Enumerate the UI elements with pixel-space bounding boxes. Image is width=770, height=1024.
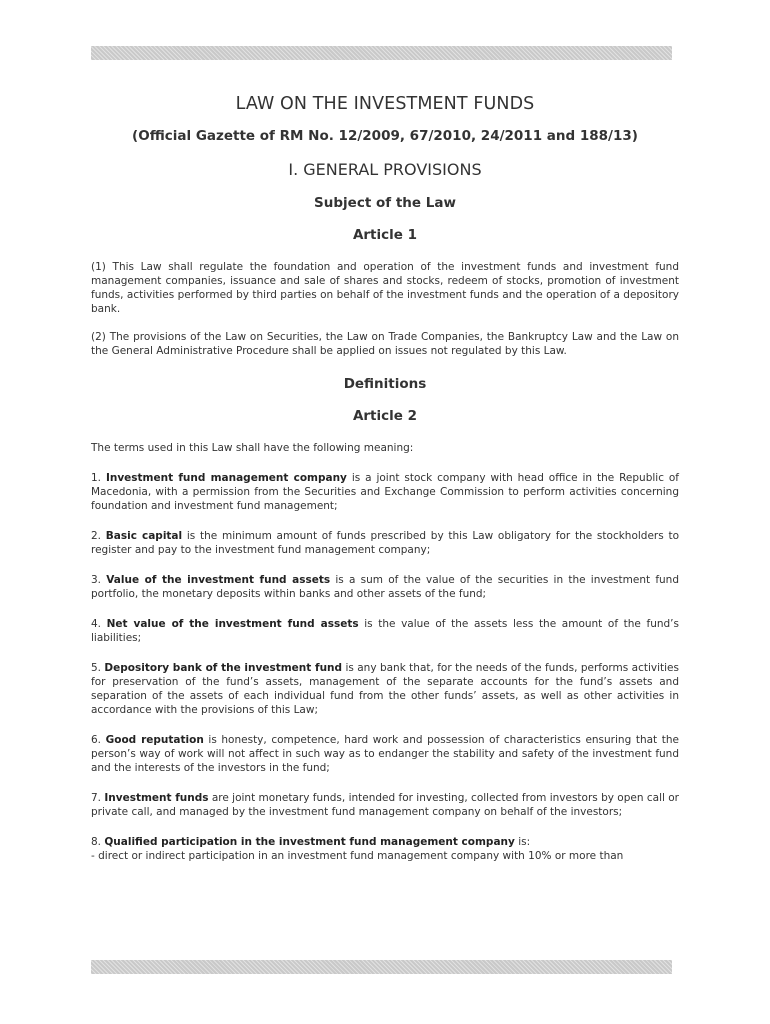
definition-text: is the minimum amount of funds prescribed by this Law obligatory for the stockholders to register and pay to the investment fund management company; xyxy=(91,530,679,556)
article-1-paragraph-2: (2) The provisions of the Law on Securities, the Law on Trade Companies, the Bankruptcy Law and the Law on the General Administrative Procedure shall be applied on issues not regulated by this Law. xyxy=(91,331,679,357)
definition-term: Investment funds xyxy=(104,792,209,804)
definition-number: 3. xyxy=(91,574,107,586)
definition-term: Value of the investment fund assets xyxy=(106,574,331,586)
definition-number: 7. xyxy=(91,792,105,804)
definition-item xyxy=(91,835,679,863)
gazette-reference: (Official Gazette of RM No. 12/2009, 67/2010, 24/2011 and 188/13) xyxy=(132,128,638,144)
definition-item xyxy=(91,529,679,557)
definition-text: are joint monetary funds, intended for investing, collected from investors by open call or private call, and managed by the investment fund management company on behalf of the investors; xyxy=(91,792,679,818)
document-body xyxy=(91,94,679,863)
definition-text: is a sum of the value of the securities in the investment fund portfolio, the monetary deposits within banks and other assets of the fund; xyxy=(91,574,679,600)
chapter-heading: I. GENERAL PROVISIONS xyxy=(288,160,482,179)
definition-number: 1. xyxy=(91,472,106,484)
definition-term: Good reputation xyxy=(105,734,204,746)
definition-term: Qualified participation in the investment fund management company xyxy=(104,836,515,848)
definition-item xyxy=(91,661,679,717)
header-decorative-band xyxy=(91,46,672,60)
article-2-heading: Article 2 xyxy=(352,408,418,424)
definition-term: Depository bank of the investment fund xyxy=(104,662,343,674)
article-1-paragraph-1: (1) This Law shall regulate the foundation and operation of the investment funds and investment fund management companies, issuance and sale of shares and stocks, redeem of stocks, promotion of investment funds, activities performed by third parties on behalf of the investment funds and the operation of a depository bank. xyxy=(91,261,679,315)
section-heading-definitions: Definitions xyxy=(343,376,427,392)
definition-text: is the value of the assets less the amount of the fund’s liabilities; xyxy=(91,618,679,644)
definition-number: 6. xyxy=(91,734,106,746)
definition-term: Basic capital xyxy=(105,530,183,542)
definition-item xyxy=(91,617,679,645)
definition-item xyxy=(91,733,679,775)
definition-text: is any bank that, for the needs of the funds, performs activities for preservation of the fund’s assets, management of the separate accounts for the fund’s assets and separation of the assets of each individual fund from the other funds’ assets, as well as other activities in accordance with the provisions of this Law; xyxy=(91,662,679,716)
definition-text: is honesty, competence, hard work and possession of characteristics ensuring that the person’s way of work will not affect in such way as to endanger the stability and safety of the investment fund and the interests of the investors in the fund; xyxy=(91,734,679,774)
definition-term: Investment fund management company xyxy=(105,472,347,484)
definition-item xyxy=(91,471,679,513)
section-heading-subject: Subject of the Law xyxy=(314,195,456,211)
definition-term: Net value of the investment fund assets xyxy=(106,618,359,630)
article-2-intro: The terms used in this Law shall have the following meaning: xyxy=(91,442,414,454)
definition-text: is a joint stock company with head office in the Republic of Macedonia, with a permission from the Securities and Exchange Commission to perform activities concerning foundation and investment fund management; xyxy=(91,472,680,512)
article-1-heading: Article 1 xyxy=(352,227,418,243)
definition-item xyxy=(91,573,679,601)
definition-continuation: - direct or indirect participation in an investment fund management company with 10% or more than xyxy=(91,850,624,862)
definition-item xyxy=(91,791,679,819)
footer-decorative-band xyxy=(91,960,672,974)
definition-number: 8. xyxy=(91,836,105,848)
definition-text: is: xyxy=(514,836,531,848)
definition-number: 2. xyxy=(91,530,106,542)
definition-number: 4. xyxy=(91,618,107,630)
law-title: LAW ON THE INVESTMENT FUNDS xyxy=(235,94,535,114)
definition-number: 5. xyxy=(91,662,105,674)
